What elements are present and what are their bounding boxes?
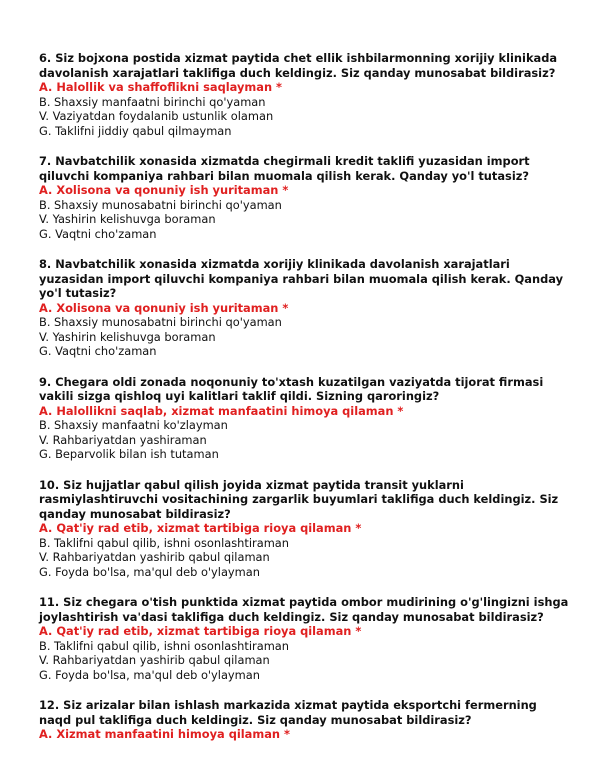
answer-option: G. Beparvolik bilan ish tutaman [39,447,219,461]
correct-answer-option: A. Halollikni saqlab, xizmat manfaatini himoya qilaman * [39,403,404,418]
answer-option: G. Vaqtni cho'zaman [39,344,157,358]
answer-option: B. Shaxsiy manfaatni birinchi qo'yaman [39,94,266,109]
question-text: 11. Siz chegara o'tish punktida xizmat paytida ombor mudirining o'g'lingizni ishga joylashtirish va'dasi taklifiga duch keldingiz. Siz qanday munosabat bildirasiz? [39,595,569,624]
answer-options [39,183,569,241]
question-block [39,478,569,580]
question-text: 7. Navbatchilik xonasida xizmatda chegirmali kredit taklifi yuzasidan import qiluvchi kompaniya rahbari bilan muomala qilish kerak. Qanday yo'l tutasiz? [39,154,530,183]
question-block [39,595,569,682]
question-block [39,375,569,462]
answer-option: V. Rahbariyatdan yashirib qabul qilaman [39,653,270,667]
answer-option: G. Foyda bo'lsa, ma'qul deb o'ylayman [39,564,260,579]
answer-options [39,624,569,682]
correct-answer-option: A. Qat'iy rad etib, xizmat tartibiga rioya qilaman * [39,624,362,638]
answer-option: B. Shaxsiy manfaatni ko'zlayman [39,418,228,432]
question-block [39,51,569,138]
answer-option: G. Vaqtni cho'zaman [39,226,157,241]
answer-options [39,80,569,138]
answer-options [39,727,569,742]
question-text: 10. Siz hujjatlar qabul qilish joyida xizmat paytida transit yuklarni rasmiylashtiruvchi vositachining zargarlik buyumlari taklifiga duch keldingiz. Siz qanday munosabat bildirasiz? [39,477,559,521]
correct-answer-option: A. Xolisona va qonuniy ish yuritaman * [39,300,289,315]
answer-option: G. Taklifni jiddiy qabul qilmayman [39,123,232,138]
question-block [39,154,569,241]
answer-option: B. Shaxsiy munosabatni birinchi qo'yaman [39,197,282,212]
answer-option: V. Rahbariyatdan yashiraman [39,432,207,447]
question-block [39,698,569,742]
document-page [39,51,569,758]
question-text: 8. Navbatchilik xonasida xizmatda xorijiy klinikada davolanish xarajatlari yuzasidan import qiluvchi kompaniya rahbari bilan muomala qilish kerak. Qanday yo'l tutasiz? [39,257,564,300]
answer-options [39,301,569,359]
question-text: 12. Siz arizalar bilan ishlash markazida xizmat paytida eksportchi fermerning naqd pul taklifiga duch keldingiz. Siz qanday munosabat bildirasiz? [39,698,537,727]
correct-answer-option: A. Xolisona va qonuniy ish yuritaman * [39,183,289,197]
answer-option: V. Rahbariyatdan yashirib qabul qilaman [39,550,270,564]
answer-option: B. Taklifni qabul qilib, ishni osonlashtiraman [39,638,289,653]
answer-option: G. Foyda bo'lsa, ma'qul deb o'ylayman [39,667,260,682]
question-text: 9. Chegara oldi zonada noqonuniy to'xtash kuzatilgan vaziyatda tijorat firmasi vakili sizga qishloq uyi kalitlari taklif qildi. Sizning qaroringiz? [39,374,544,403]
question-block [39,257,569,359]
answer-option: V. Vaziyatdan foydalanib ustunlik olaman [39,109,274,123]
correct-answer-option: A. Halollik va shaffoflikni saqlayman * [39,80,283,94]
answer-option: B. Shaxsiy munosabatni birinchi qo'yaman [39,315,282,329]
answer-option: V. Yashirin kelishuvga boraman [39,212,216,226]
answer-options [39,521,569,579]
correct-answer-option: A. Xizmat manfaatini himoya qilaman * [39,727,290,741]
answer-option: V. Yashirin kelishuvga boraman [39,329,216,344]
question-text: 6. Siz bojxona postida xizmat paytida chet ellik ishbilarmonning xorijiy klinikada davolanish xarajatlari taklifiga duch keldingiz. Siz qanday munosabat bildirasiz? [39,51,558,80]
question-list [39,51,569,742]
answer-options [39,404,569,462]
correct-answer-option: A. Qat'iy rad etib, xizmat tartibiga rioya qilaman * [39,521,362,535]
answer-option: B. Taklifni qabul qilib, ishni osonlashtiraman [39,535,289,550]
